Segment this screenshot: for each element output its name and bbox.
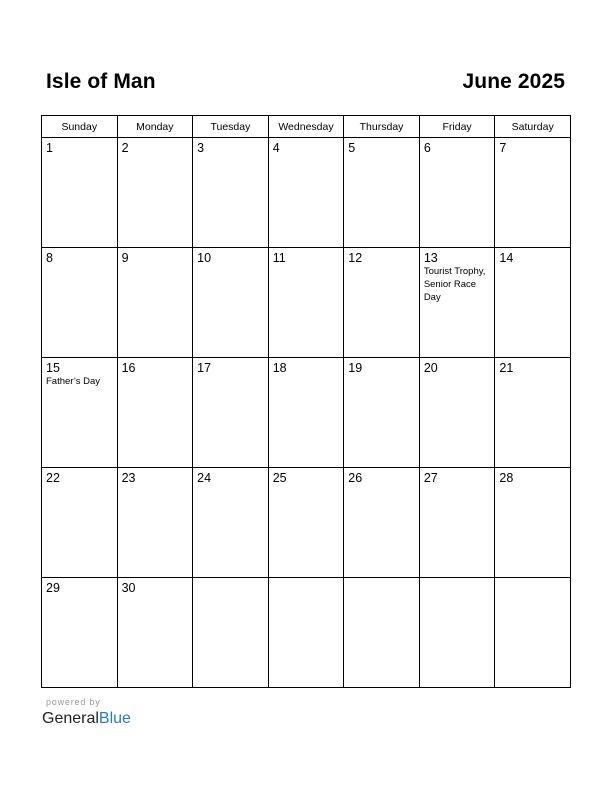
day-cell — [117, 248, 193, 358]
day-number: 4 — [272, 141, 280, 155]
day-number: 6 — [423, 141, 431, 155]
calendar-grid — [41, 115, 571, 688]
day-cell — [344, 138, 420, 248]
day-cell — [495, 578, 571, 688]
brand-part-blue: Blue — [98, 710, 131, 727]
day-cell — [193, 358, 269, 468]
day-number: 16 — [121, 361, 136, 375]
day-number: 28 — [499, 471, 514, 485]
day-number: 9 — [121, 251, 129, 265]
day-number: 12 — [348, 251, 363, 265]
day-number: 8 — [46, 251, 53, 265]
month-year-title: June 2025 — [462, 70, 565, 93]
weekday-header-row — [42, 116, 571, 138]
day-cell — [117, 578, 193, 688]
weekday-tuesday: Tuesday — [193, 116, 269, 138]
day-number: 24 — [197, 471, 212, 485]
day-number: 10 — [197, 251, 212, 265]
day-cell — [42, 468, 118, 578]
day-cell — [344, 358, 420, 468]
day-number: 13 — [423, 251, 438, 265]
weekday-wednesday: Wednesday — [268, 116, 344, 138]
week-row — [42, 138, 571, 248]
weekday-saturday: Saturday — [495, 116, 571, 138]
day-cell — [117, 358, 193, 468]
day-cell — [344, 468, 420, 578]
powered-by-label: powered by — [46, 697, 101, 707]
week-row — [42, 468, 571, 578]
day-number: 1 — [46, 141, 53, 155]
day-cell — [419, 468, 495, 578]
day-cell — [193, 248, 269, 358]
day-cell — [344, 578, 420, 688]
day-event: Tourist Trophy, Senior Race Day — [423, 266, 486, 303]
day-cell — [268, 468, 344, 578]
day-cell — [117, 468, 193, 578]
day-cell — [495, 358, 571, 468]
weekday-sunday: Sunday — [42, 116, 118, 138]
day-cell — [495, 468, 571, 578]
weekday-monday: Monday — [117, 116, 193, 138]
day-number: 20 — [423, 361, 438, 375]
region-title: Isle of Man — [46, 70, 156, 93]
day-cell — [268, 578, 344, 688]
weekday-friday: Friday — [419, 116, 495, 138]
day-number: 11 — [272, 251, 286, 265]
day-number: 18 — [272, 361, 287, 375]
day-cell — [419, 358, 495, 468]
day-cell — [42, 248, 118, 358]
brand-part-general: General — [42, 710, 99, 727]
week-row — [42, 358, 571, 468]
day-cell — [42, 578, 118, 688]
day-cell — [495, 138, 571, 248]
day-number: 27 — [423, 471, 438, 485]
generalblue-logo[interactable] — [42, 709, 131, 729]
day-number: 25 — [272, 471, 287, 485]
day-cell — [42, 138, 118, 248]
day-number: 15 — [46, 361, 60, 375]
day-cell — [419, 578, 495, 688]
day-number: 14 — [499, 251, 514, 265]
day-cell — [419, 138, 495, 248]
day-cell — [495, 248, 571, 358]
day-number: 30 — [121, 581, 136, 595]
day-cell — [268, 358, 344, 468]
day-cell — [193, 578, 269, 688]
day-cell — [419, 248, 495, 358]
week-row — [42, 578, 571, 688]
day-number: 19 — [348, 361, 363, 375]
day-number: 21 — [499, 361, 514, 375]
day-cell — [117, 138, 193, 248]
footer-branding — [42, 697, 131, 729]
day-number: 3 — [197, 141, 205, 155]
day-number: 5 — [348, 141, 356, 155]
week-row — [42, 248, 571, 358]
day-number: 29 — [46, 581, 60, 595]
day-cell — [268, 248, 344, 358]
day-cell — [193, 468, 269, 578]
day-cell — [193, 138, 269, 248]
day-number: 2 — [121, 141, 129, 155]
day-cell — [268, 138, 344, 248]
weekday-thursday: Thursday — [344, 116, 420, 138]
day-cell — [42, 358, 118, 468]
day-number: 26 — [348, 471, 363, 485]
day-number: 17 — [197, 361, 212, 375]
day-cell — [344, 248, 420, 358]
day-event: Father’s Day — [46, 376, 101, 387]
day-number: 23 — [121, 471, 136, 485]
day-number: 22 — [46, 471, 60, 485]
day-number: 7 — [499, 141, 507, 155]
